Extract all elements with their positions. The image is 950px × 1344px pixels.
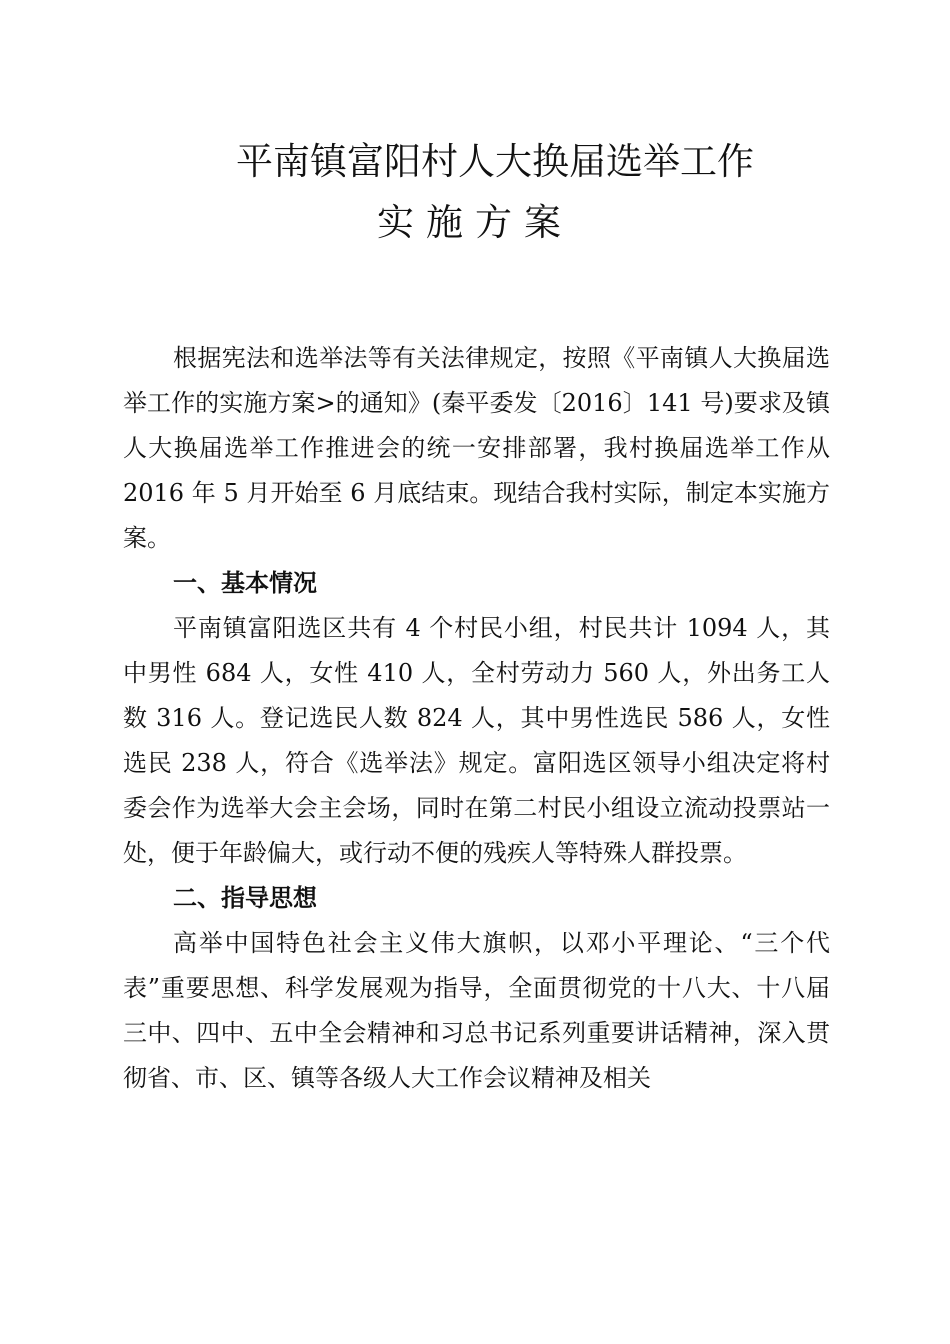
section-paragraph-basic-situation: 平南镇富阳选区共有 4 个村民小组，村民共计 1094 人，其中男性 684 人，女性 410 人，全村劳动力 560 人，外出务工人数 316 人。登记选民人数 824 人，其中男性选民 586 人，女性选民 238 人，符合《选举法》规定。富阳选区领导小组决定将村委会作为选举大会主会场，同时在第二村民小组设立流动投票站一处，便于年龄偏大，或行动不便的残疾人等特殊人群投票。 — [123, 614, 830, 867]
section-paragraph-guiding-ideology: 高举中国特色社会主义伟大旗帜，以邓小平理论、“三个代表”重要思想、科学发展观为指导，全面贯彻党的十八大、十八届三中、四中、五中全会精神和习总书记系列重要讲话精神，深入贯彻省、市、区、镇等各级人大工作会议精神及相关 — [123, 929, 830, 1092]
intro-paragraph: 根据宪法和选举法等有关法律规定，按照《平南镇人大换届选举工作的实施方案>的通知》(秦平委发〔2016〕141 号)要求及镇人大换届选举工作推进会的统一安排部署，我村换届选举工作从 2016 年 5 月开始至 6 月底结束。现结合我村实际，制定本实施方案。 — [123, 344, 830, 552]
document-subtitle: 实施方案 — [377, 201, 573, 244]
section-heading-basic-situation: 一、基本情况 — [173, 569, 317, 597]
document-body — [123, 336, 830, 1101]
section-heading-guiding-ideology: 二、指导思想 — [173, 884, 317, 912]
document-title: 平南镇富阳村人大换届选举工作 — [236, 140, 754, 183]
